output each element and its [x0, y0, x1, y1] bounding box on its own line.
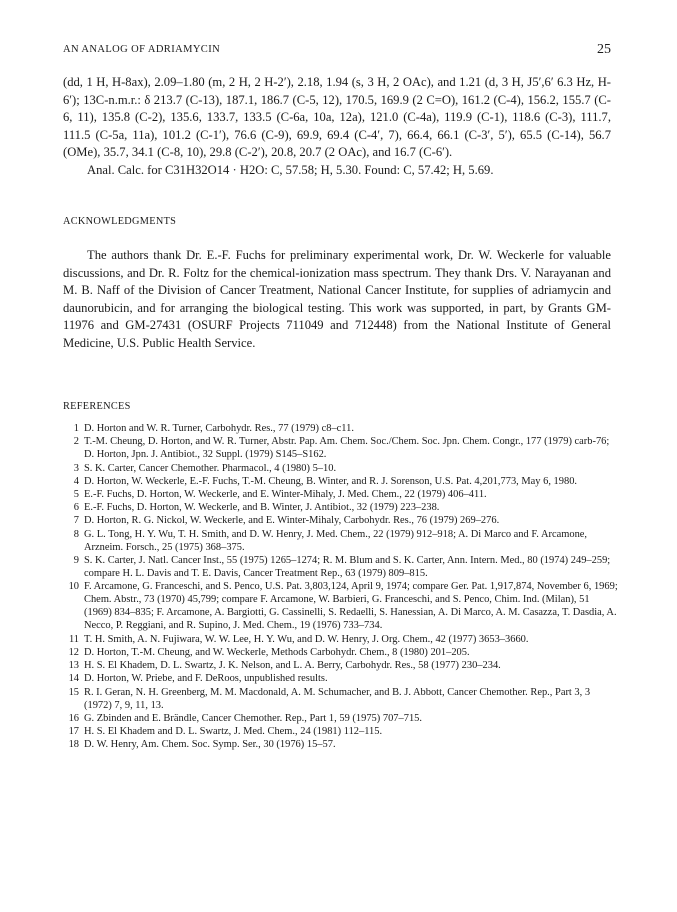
- reference-number: 1: [73, 423, 79, 434]
- reference-item: [63, 514, 618, 527]
- reference-number: 7: [73, 515, 79, 527]
- reference-text: D. Horton, R. G. Nickol, W. Weckerle, and E. Winter-Mihaly, Carbohydr. Res., 76 (1979) 269–276.: [84, 515, 500, 527]
- reference-number: 16: [68, 712, 79, 724]
- reference-text: S. K. Carter, J. Natl. Cancer Inst., 55 (1975) 1265–1274; R. M. Blum and S. K. Carter, Ann. Intern. Med., 80 (1974) 249–259; compare H. L. Davis and T. E. Davis, Cancer Treatment Rep., 63 (1979) 809–815.: [84, 554, 611, 580]
- reference-text: F. Arcamone, G. Franceschi, and S. Penco, U.S. Pat. 3,803,124, April 9, 1974; compare Ger. Pat. 1,917,874, November 6, 1969; Chem. Abstr., 73 (1970) 45,799; compare F. Arcamone, W. Barbieri, G. Franceschi, and S. Penco, Chim. Ind. (Milan), 51 (1969) 834–835; F. Arcamone, A. Bargiotti, G. Cassinelli, S. Redaelli, S. Hanessian, A. Di Marco, A. M. Casazza, T. Dasdia, A. Necco, P. Reggiani, and R. Supino, J. Med. Chem., 19 (1976) 733–734.: [84, 581, 618, 632]
- reference-number: 3: [73, 462, 79, 474]
- reference-number: 14: [68, 673, 79, 685]
- nmr-data-paragraph: (dd, 1 H, H-8ax), 2.09–1.80 (m, 2 H, 2 H-2′), 2.18, 1.94 (s, 3 H, 2 OAc), and 1.21 (d, 3 H, J5′,6′ 6.3 Hz, H-6′); 13C-n.m.r.: δ 213.7 (C-13), 187.1, 186.7 (C-5, 12), 170.5, 169.9 (2 C=O), 161.2 (C-4), 156.2, 155.7 (C-6, 11), 135.8 (C-2), 135.6, 133.7, 133.5 (C-6a, 10a, 12a), 121.0 (C-4a), 119.9 (C-1), 118.6 (C-3), 111.7, 111.5 (C-5a, 11a), 101.2 (C-1′), 76.6 (C-9), 69.9, 69.4 (C-4′, 7), 66.4, 66.1 (C-3′, 5′), 65.5 (C-14), 56.7 (OMe), 35.7, 34.1 (C-8, 10), 29.8 (C-2′), 20.8, 20.7 (2 OAc), and 16.7 (C-6′).: [63, 75, 611, 160]
- reference-number: 15: [68, 686, 79, 698]
- references-heading: REFERENCES: [63, 401, 131, 412]
- reference-number: 9: [73, 554, 79, 566]
- reference-text: H. S. El Khadem and D. L. Swartz, J. Med. Chem., 24 (1981) 112–115.: [84, 726, 383, 738]
- reference-text: D. Horton and W. R. Turner, Carbohydr. Res., 77 (1979) c8–c11.: [84, 423, 354, 434]
- reference-item: [63, 672, 618, 685]
- reference-text: S. K. Carter, Cancer Chemother. Pharmacol., 4 (1980) 5–10.: [84, 462, 337, 474]
- nmr-continuation: [63, 74, 611, 180]
- reference-item: [63, 725, 618, 738]
- reference-number: 4: [73, 475, 79, 487]
- reference-item: [63, 488, 618, 501]
- reference-item: [63, 738, 618, 751]
- reference-number: 6: [73, 502, 79, 514]
- reference-number: 8: [73, 528, 79, 540]
- reference-item: [63, 633, 618, 646]
- reference-text: D. W. Henry, Am. Chem. Soc. Symp. Ser., 30 (1976) 15–57.: [84, 739, 336, 751]
- reference-text: R. I. Geran, N. H. Greenberg, M. M. Macdonald, A. M. Schumacher, and B. J. Abbott, Cancer Chemother. Rep., Part 3, 3 (1972) 7, 9, 11, 13.: [84, 686, 591, 711]
- reference-item: [63, 659, 618, 672]
- reference-item: [63, 528, 618, 554]
- reference-text: D. Horton, W. Priebe, and F. DeRoos, unpublished results.: [84, 673, 328, 685]
- reference-number: 17: [68, 726, 79, 738]
- reference-item: [63, 422, 618, 435]
- elemental-analysis: Anal. Calc. for C31H32O14 · H2O: C, 57.58; H, 5.30. Found: C, 57.42; H, 5.69.: [87, 162, 494, 177]
- reference-number: 11: [68, 633, 79, 645]
- reference-item: [63, 435, 618, 461]
- reference-number: 2: [73, 436, 79, 448]
- reference-item: [63, 580, 618, 632]
- acknowledgments-paragraph: The authors thank Dr. E.-F. Fuchs for preliminary experimental work, Dr. W. Weckerle for valuable discussions, and Dr. R. Foltz for the chemical-ionization mass spectrum. They thank Drs. V. Narayanan and M. B. Naff of the Division of Cancer Treatment, National Cancer Institute, for supplies of adriamycin and daunorubicin, and for arranging the biological testing. This work was supported, in part, by Grants GM-11976 and GM-27431 (OSURF Projects 711049 and 712448) from the National Institute of General Medicine, U.S. Public Health Service.: [63, 248, 611, 350]
- reference-item: [63, 475, 618, 488]
- running-title: AN ANALOG OF ADRIAMYCIN: [63, 44, 221, 55]
- reference-text: G. L. Tong, H. Y. Wu, T. H. Smith, and D. W. Henry, J. Med. Chem., 22 (1979) 912–918; A. Di Marco and F. Arcamone, Arzneim. Forsch., 25 (1975) 368–375.: [84, 528, 588, 553]
- reference-text: D. Horton, T.-M. Cheung, and W. Weckerle, Methods Carbohydr. Chem., 8 (1980) 201–205.: [84, 646, 470, 658]
- reference-number: 5: [73, 488, 79, 500]
- reference-text: T. H. Smith, A. N. Fujiwara, W. W. Lee, H. Y. Wu, and D. W. Henry, J. Org. Chem., 42 (1977) 3653–3660.: [84, 633, 529, 645]
- reference-text: T.-M. Cheung, D. Horton, and W. R. Turner, Abstr. Pap. Am. Chem. Soc./Chem. Soc. Jpn. Chem. Congr., 177 (1979) carb-76; D. Horton, Jpn. J. Antibiot., 32 Suppl. (1979) S145–S162.: [84, 436, 610, 461]
- reference-number: 18: [68, 739, 79, 751]
- page-number: 25: [597, 42, 611, 57]
- references-list: [63, 422, 618, 752]
- running-head: [63, 44, 611, 60]
- reference-item: [63, 554, 618, 580]
- reference-text: H. S. El Khadem, D. L. Swartz, J. K. Nelson, and L. A. Berry, Carbohydr. Res., 58 (1977) 230–234.: [84, 660, 501, 672]
- reference-number: 10: [68, 581, 79, 593]
- reference-text: E.-F. Fuchs, D. Horton, W. Weckerle, and E. Winter-Mihaly, J. Med. Chem., 22 (1979) 406–411.: [84, 488, 487, 500]
- reference-item: [63, 712, 618, 725]
- acknowledgments-heading: ACKNOWLEDGMENTS: [63, 216, 177, 227]
- reference-text: D. Horton, W. Weckerle, E.-F. Fuchs, T.-M. Cheung, B. Winter, and R. J. Sorenson, U.S. Pat. 4,201,773, May 6, 1980.: [84, 475, 578, 487]
- reference-text: E.-F. Fuchs, D. Horton, W. Weckerle, and B. Winter, J. Antibiot., 32 (1979) 223–238.: [84, 502, 440, 514]
- reference-number: 13: [68, 660, 79, 672]
- reference-text: G. Zbinden and E. Brändle, Cancer Chemother. Rep., Part 1, 59 (1975) 707–715.: [84, 712, 422, 724]
- reference-number: 12: [68, 646, 79, 658]
- reference-item: [63, 501, 618, 514]
- reference-item: [63, 462, 618, 475]
- reference-item: [63, 686, 618, 712]
- reference-item: [63, 646, 618, 659]
